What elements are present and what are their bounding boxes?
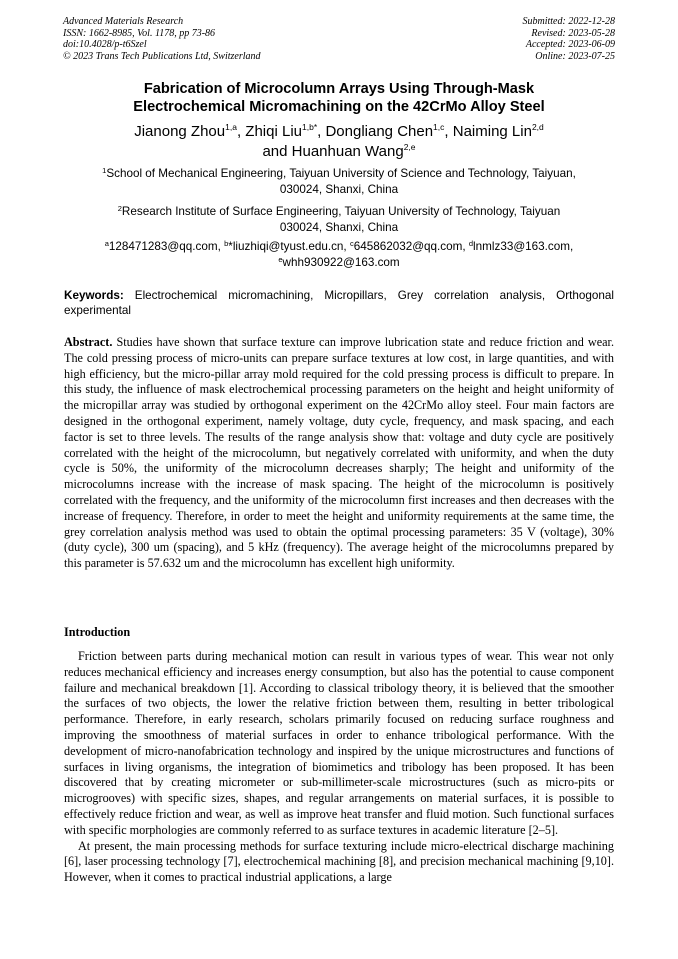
affiliation-line: 030024, Shanxi, China (279, 183, 399, 196)
issn-line: ISSN: 1662-8985, Vol. 1178, pp 73-86 (63, 27, 216, 39)
introduction-paragraph-1: Friction between parts during mechanical motion can result in various types of wear. This wear not only reduces mechanical efficiency and increases energy consumption, but also has the potential to cause component failure and mechanical breakdown [1]. According to classical tribology theory, it is believed that the smoother the surfaces of two objects, the lower the relative friction between them, resulting in better tribological performance. Therefore, in early research, scholars primarily focused on reducing surface roughness and improving the smoothness of material surfaces in order to enhance tribological performance. With the development of micro-nanofabrication technology and inspired by the unique microstructures and functions of surfaces in living organisms, the integration of biomimetics and tribology has been proposed. It has been discovered that by creating micrometer or sub-millimeter-scale microstructures (such as micro-pits or microgrooves) with specific sizes, shapes, and regular arrangements on material surfaces, it is possible to effectively reduce friction and wear, as well as improve heat transfer and fluid motion. Such functional surfaces with specific morphologies are commonly referred to as surface textures in academic literature [2–5]. (64, 649, 614, 837)
affiliation-line (60, 204, 618, 220)
author-name: Zhiqi Liu (245, 123, 302, 140)
author-affiliation-mark: 1,c (433, 122, 445, 132)
affiliation-text: School of Mechanical Engineering, Taiyuan University of Science and Technology, Taiyuan, (106, 167, 576, 180)
title-line-1: Fabrication of Microcolumn Arrays Using Through-Mask (143, 81, 535, 97)
email-mark: c (349, 239, 354, 248)
author-name: Jianong Zhou (134, 123, 226, 140)
author-list (40, 122, 638, 162)
abstract-text: Studies have shown that surface texture can improve lubrication state and reduce friction and wear. The cold pressing process of micro-units can prepare surface textures at low cost, in large quantities, and with high efficiency, but the micro-pillar array mold required for the cold pressing process is difficult to prepare. In this study, the influence of mask electrochemical processing parameters on the height and height uniformity of the micropillar array was studied by orthogonal experiment on the 42CrMo alloy steel. Four main factors are designed in the orthogonal experiment, namely voltage, duty cycle, frequency, and mask spacing, and each factor is set to three levels. The results of the range analysis show that: voltage and duty cycle are positively correlated with the height of the microcolumn, but negatively correlated with uniformity, and when the duty cycle is 50%, the uniformity of the microcolumn decreases sharply; The height and uniformity of the microcolumns increase with the increase of mask spacing. The height of the microcolumn is positively correlated with the frequency, and the uniformity of the microcolumn first increases and then decreases with the increase of frequency. Therefore, in order to meet the height and uniformity requirements at the same time, the grey correlation analysis method was used to obtain the optimal processing parameters: 35 V (voltage), 30% (duty cycle), 300 um (spacing), and 5 kHz (frequency). The average height of the microcolumns prepared by this parameter is 57.632 um and the microcolumn has excellent high uniformity. (64, 335, 614, 571)
publication-dates (523, 16, 616, 62)
affiliation-2 (60, 204, 618, 236)
email-address[interactable]: *liuzhiqi@tyust.edu.cn, (228, 240, 350, 253)
author-separator: , (444, 123, 453, 140)
email-address[interactable]: 128471283@qq.com, (108, 240, 225, 253)
email-address[interactable]: whh930922@163.com (282, 256, 400, 269)
email-address[interactable]: 645862032@qq.com, (353, 240, 469, 253)
affiliation-line: 030024, Shanxi, China (279, 221, 399, 234)
email-mark: a (104, 239, 109, 248)
doi-line: doi:10.4028/p-t6Szel (63, 39, 147, 50)
abstract-section (64, 335, 614, 572)
author-name: Dongliang Chen (325, 123, 434, 140)
author-affiliation-mark: 1,b* (302, 122, 318, 132)
email-address[interactable]: lnmlz33@163.com, (473, 240, 574, 253)
author-separator: , (317, 123, 326, 140)
author-line-2 (40, 142, 638, 162)
email-mark: b (224, 239, 229, 248)
affiliation-line (60, 166, 618, 182)
email-line-1 (60, 239, 618, 255)
author-affiliation-mark: 2,d (531, 122, 544, 132)
revised-date: Revised: 2023-05-28 (531, 27, 615, 39)
author-affiliation-mark: 1,a (225, 122, 237, 132)
abstract-label: Abstract. (64, 335, 113, 349)
email-mark: e (278, 255, 283, 264)
paper-title (40, 80, 638, 116)
author-line-1 (40, 122, 638, 142)
introduction-paragraph-2: At present, the main processing methods for surface texturing include micro-electrical discharge machining [6], laser processing technology [7], electrochemical machining [8], and precision mechanical machining [9,10]. However, when it comes to practical industrial applications, a large (64, 838, 614, 885)
author-name: and Huanhuan Wang (262, 143, 404, 160)
author-name: Naiming Lin (452, 123, 532, 140)
affiliation-number: 1 (102, 166, 107, 175)
submitted-date: Submitted: 2022-12-28 (522, 16, 615, 27)
author-affiliation-mark: 2,e (403, 142, 416, 152)
keywords-section (64, 289, 614, 318)
affiliation-text: Research Institute of Surface Engineering, Taiyuan University of Technology, Taiyuan (121, 205, 561, 218)
affiliation-number: 2 (117, 204, 122, 213)
copyright-line: © 2023 Trans Tech Publications Ltd, Switzerland (63, 50, 261, 62)
online-date: Online: 2023-07-25 (535, 50, 615, 62)
journal-name: Advanced Materials Research (63, 16, 184, 27)
accepted-date: Accepted: 2023-06-09 (525, 39, 615, 50)
email-line-2 (60, 255, 618, 271)
email-list (60, 239, 618, 271)
introduction-body (64, 649, 614, 886)
email-mark: d (468, 239, 474, 248)
keywords-text: Electrochemical micromachining, Micropillars, Grey correlation analysis, Orthogonal experimental (64, 289, 614, 317)
introduction-heading: Introduction (64, 625, 131, 639)
affiliation-1 (60, 166, 618, 198)
journal-info (63, 16, 261, 62)
title-line-2: Electrochemical Micromachining on the 42CrMo Alloy Steel (133, 99, 545, 115)
author-separator: , (236, 123, 246, 140)
keywords-label: Keywords: (64, 289, 124, 302)
